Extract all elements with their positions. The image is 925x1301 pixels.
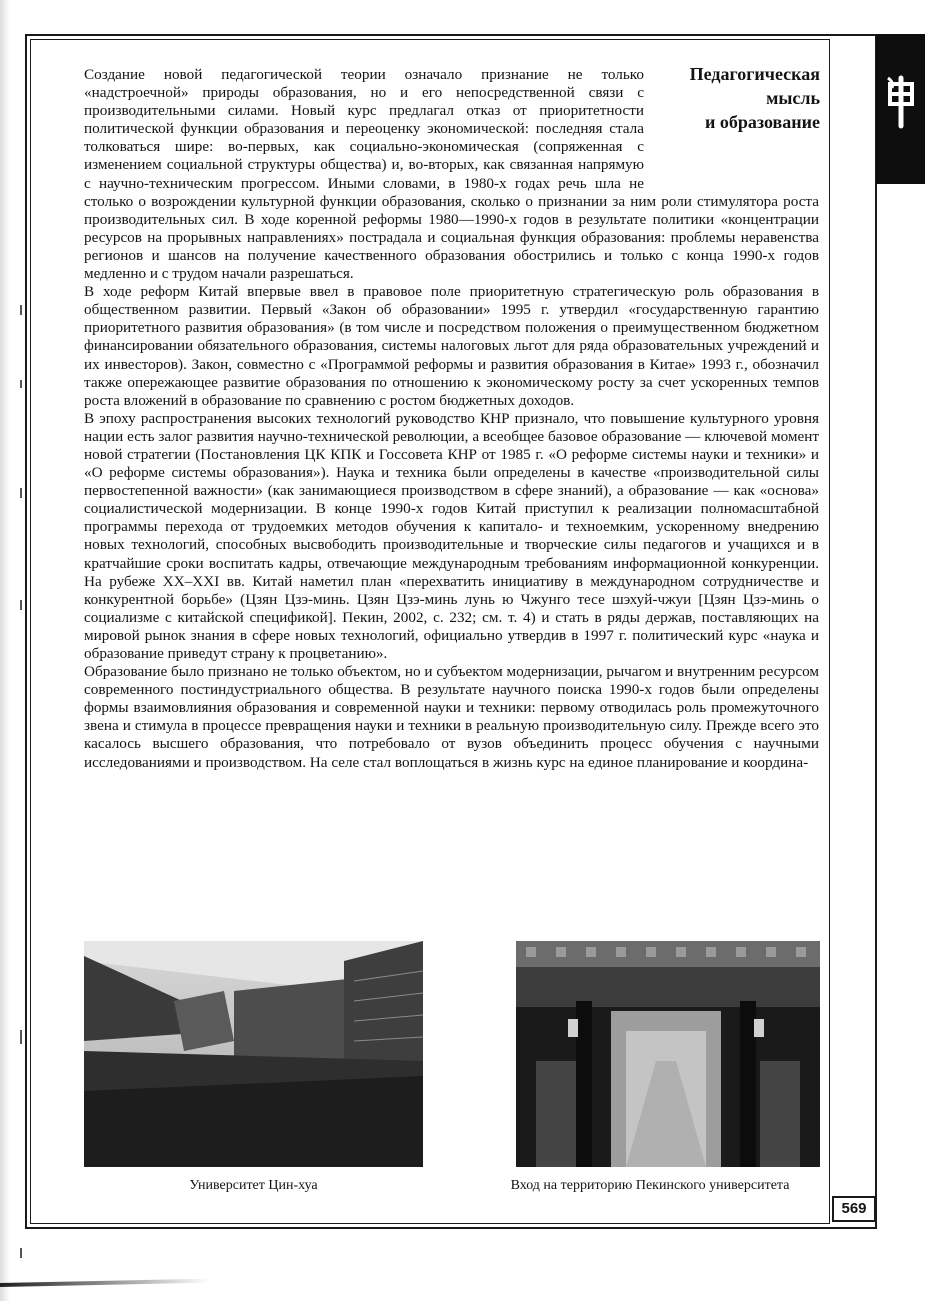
margin-mark [20, 380, 22, 388]
chinese-glyph-icon [884, 74, 918, 134]
scan-edge-shading [0, 0, 10, 1301]
paragraph: Создание новой педагогической теории означало признание не только «надстроечной» природы образования, но и его непосредственной связи с производительными силами. Новый курс предлагал отказ от приоритетности политической функции образования и переоценку экономической: последняя стала толковаться шире: во-первых, как социально-экономическая (сопряженная с изменением социальной структуры общества) и, во-вторых, как связанная напрямую с научно-техническим прогрессом. Иными словами, в 1980-х годах речь шла не столько о возрождении культурной функции образования, сколько о признании за ним роли стимулятора роста производительных сил. В ходе коренной реформы 1980—1990-х годов в результате политики «концентрации ресурсов на прорывных направлениях» пострадала и социальная функция образования: проблемы неравенства регионов и шансов на получение качественного образования обострились и только с конца 1990-х годов медленно и с трудом начали разрешаться. [84, 66, 819, 283]
paragraph: В эпоху распространения высоких технологий руководство КНР признало, что повышение культурного уровня нации есть залог развития научно-технической революции, а всеобщее базовое образование — ключевой момент новой стратегии (Постановления ЦК КПК и Госсовета КНР от 1985 г. «О реформе системы науки и техники» и «О реформе системы образования»). Наука и техника были определены в качестве «производительной силы первостепенной важности» (как занимающиеся производством в сфере знаний), а образование — как «основа» социалистической модернизации. В конце 1990-х годов Китай приступил к реализации полномасштабной программы перехода от трудоемких методов обучения к капитало- и техноемким, ускоренному внедрению новых технологий, способных высвободить производительные и творческие силы педагогов и учащихся и в кратчайшие сроки воспитать кадры, отвечающие международным требованиям информационной конкуренции. На рубеже XX–XXI вв. Китай наметил план «перехватить инициативу в международном сотрудничестве и конкурентной борьбе» (Цзян Цзэ-минь. Цзян Цзэ-минь лунь ю Чжунго тесе шэхуй-чжуи [Цзян Цзэ-минь о социализме с китайской спецификой]. Пекин, 2002, с. 232; см. т. 4) и стать в ряды держав, поставляющих на мировой рынок знания в сфере новых технологий, официально утвердив в 1997 г. политический курс «наука и образование приведут страну к процветанию». [84, 409, 819, 662]
paragraph: В ходе реформ Китай впервые ввел в правовое поле приоритетную стратегическую роль образования в общественном развитии. Первый «Закон об образовании» 1995 г. утвердил «государственную гарантию приоритетного развития образования» (в том числе и посредством положения о преимущественном бюджетном финансировании обязательного образования, системы налоговых льгот для ряда образовательных учреждений и их инвесторов). Закон, совместно с «Программой реформы и развития образования в Китае» 1993 г., обозначил также опережающее развитие образования по отношению к экономическому росту за счет ускоренных темпов роста вложений в образование по сравнению с ростом бюджетных доходов. [84, 283, 819, 409]
photo-caption: Университет Цин-хуа [189, 1178, 318, 1193]
photo-caption: Вход на территорию Пекинского университета [510, 1178, 790, 1193]
section-heading-line: и образование [704, 112, 820, 132]
photo-tsinghua-university [84, 941, 423, 1167]
scan-smudge [0, 1279, 210, 1287]
article-body [84, 66, 819, 772]
page-number: 569 [832, 1196, 876, 1222]
margin-mark [20, 1248, 22, 1258]
margin-mark [20, 1030, 22, 1044]
margin-mark [20, 488, 22, 498]
section-heading-line: мысль [766, 88, 820, 108]
paragraph: Образование было признано не только объектом, но и субъектом модернизации, рычагом и внутренним ресурсом современного постиндустриального общества. В результате научного поиска 1990-х годов были определены формы взаимовлияния образования и современной науки и техники: первому отводилась роль промежуточного звена и стимула в процессе превращения науки и техники в реальную производительную силу. Прежде всего это касалось высшего образования, что потребовало от вузов объединить процесс обучения с научными исследованиями и производством. На селе стал воплощаться в жизнь курс на единое планирование и координа- [84, 663, 819, 771]
photo-peking-university-gate [516, 941, 820, 1167]
margin-mark [20, 305, 22, 315]
margin-mark [20, 600, 22, 610]
section-heading-line: Педагогическая [689, 64, 820, 84]
section-tab [876, 34, 925, 184]
